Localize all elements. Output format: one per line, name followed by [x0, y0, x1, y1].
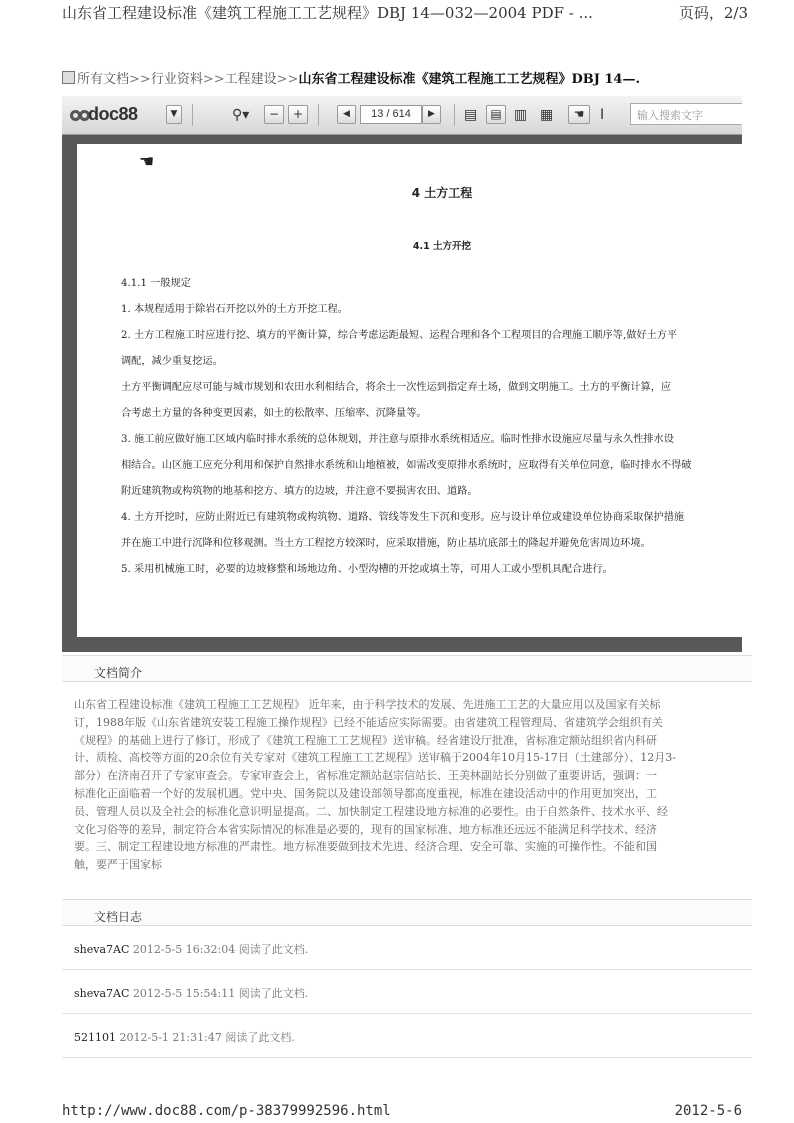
breadcrumb-icon — [62, 71, 75, 84]
breadcrumb-item-industry[interactable]: 行业资料 — [150, 72, 203, 86]
log-user-link[interactable]: sheva7AC — [74, 943, 130, 956]
doc88-logo[interactable] — [70, 104, 138, 125]
zoom-icon[interactable]: ⚲▾ — [232, 107, 250, 123]
log-header: 文档日志 — [62, 900, 752, 926]
breadcrumb — [62, 68, 748, 86]
intro-header: 文档简介 — [62, 656, 752, 682]
log-action: 阅读了此文档. — [238, 943, 309, 956]
intro-line: 标准化正面临着一个好的发展机遇。党中央、国务院以及建设部领导都高度重视，标准在建设活动中的作用更加突出，工 — [74, 786, 657, 800]
print-footer-date: 2012-5-6 — [674, 1103, 742, 1119]
document-page — [77, 144, 742, 637]
doc-line: 4.1.1 一般规定 — [121, 278, 191, 289]
doc-line: 5. 采用机械施工时，必要的边坡修整和场地边角、小型沟槽的开挖或填土等，可用人工或小型机具配合进行。 — [121, 564, 613, 575]
log-user-link[interactable]: 521101 — [74, 1031, 116, 1044]
hand-cursor-icon: ☚ — [139, 152, 155, 172]
two-page-icon[interactable]: ▥ — [514, 107, 528, 123]
intro-line: 员、管理人员以及全社会的标准化意识明显提高。二、加快制定工程建设地方标准的必要性。由于自然条件、技术水平、经 — [74, 804, 668, 818]
doc-line: 并在施工中进行沉降和位移观测。当土方工程挖方较深时，应采取措施，防止基坑底部土的隆起并避免危害周边环境。 — [121, 538, 651, 549]
doc-line: 2. 土方工程施工时应进行挖、填方的平衡计算，综合考虑运距最短、运程合理和各个工程项目的合理施工顺序等,做好土方平 — [121, 330, 678, 341]
document-body — [121, 271, 742, 583]
continuous-page-icon[interactable]: ▤ — [486, 105, 506, 124]
chapter-title: 4 土方工程 — [411, 186, 473, 200]
text-select-icon[interactable]: I — [600, 107, 605, 123]
search-input[interactable]: 输入搜索文字 — [630, 103, 742, 125]
doc-line: 土方平衡调配应尽可能与城市规划和农田水利相结合，将余土一次性运到指定弃土场，做到文明施工。土方的平衡计算，应 — [121, 382, 672, 393]
log-entry — [62, 970, 752, 1014]
breadcrumb-item-all-docs[interactable]: 所有文档 — [77, 72, 130, 86]
intro-line: 《规程》的基础上进行了修订，形成了《建筑工程施工工艺规程》送审稿。经省建设厅批准，省标准定额站组织省内科研 — [74, 733, 657, 747]
log-time: 2012-5-5 16:32:04 — [132, 943, 236, 956]
single-page-icon[interactable]: ▤ — [464, 107, 478, 123]
log-time: 2012-5-5 15:54:11 — [132, 987, 236, 1000]
intro-line: 文化习俗等的差异，制定符合本省实际情况的标准是必要的，现有的国家标准、地方标准还远远不能满足科学技术、经济 — [74, 822, 657, 836]
intro-line: 计、质检、高校等方面的20余位有关专家对《建筑工程施工工艺规程》送审稿于2004年10月15-17日（土建部分）、12月3- — [74, 751, 676, 765]
minus-icon[interactable]: − — [264, 105, 284, 124]
logo-dots-icon — [70, 104, 88, 125]
document-intro-panel — [62, 655, 752, 896]
next-page-icon[interactable]: ▶ — [422, 105, 441, 124]
intro-line: 山东省工程建设标准《建筑工程施工工艺规程》 近年来，由于科学技术的发展、先进施工工艺的大量应用以及国家有关标 — [74, 698, 661, 711]
breadcrumb-item-engineering[interactable]: 工程建设 — [224, 72, 277, 86]
intro-line: 部分）在济南召开了专家审查会。专家审查会上，省标准定额站赵宗信站长、王美林副站长分别做了重要讲话，强调：一 — [74, 769, 657, 783]
doc-line: 相结合。山区施工应充分利用和保护自然排水系统和山地植被，如需改变原排水系统时，应取得有关单位同意，临时排水不得破 — [121, 460, 692, 471]
doc-line: 4. 土方开挖时，应防止附近已有建筑物或构筑物、道路、管线等发生下沉和变形。应与设计单位或建设单位协商采取保护措施 — [121, 512, 685, 523]
intro-line: 订，1988年版《山东省建筑安装工程施工操作规程》已经不能适应实际需要。由省建筑工程管理局、省建筑学会组织有关 — [74, 715, 663, 729]
log-user-link[interactable]: sheva7AC — [74, 987, 130, 1000]
log-action: 阅读了此文档. — [238, 987, 309, 1000]
breadcrumb-current: 山东省工程建设标准《建筑工程施工工艺规程》DBJ 14—. — [298, 72, 640, 86]
log-entry — [62, 1014, 752, 1058]
print-footer — [62, 1103, 742, 1123]
log-time: 2012-5-1 21:31:47 — [119, 1031, 222, 1044]
plus-icon[interactable]: + — [288, 105, 308, 124]
doc-line: 1. 本规程适用于除岩石开挖以外的土方开挖工程。 — [121, 304, 348, 315]
print-header — [62, 2, 748, 24]
breadcrumb-separator: >> — [276, 72, 299, 86]
breadcrumb-separator: >> — [202, 72, 225, 86]
intro-line: 要。三、制定工程建设地方标准的严肃性。地方标准要做到技术先进、经济合理、安全可靠、实施的可操作性。不能和国 — [74, 840, 657, 854]
hand-tool-icon[interactable]: ☚ — [568, 105, 590, 124]
intro-text — [62, 682, 752, 874]
print-footer-url: http://www.doc88.com/p-38379992596.html — [62, 1103, 391, 1119]
log-action: 阅读了此文档. — [225, 1031, 295, 1044]
viewer-toolbar — [62, 96, 742, 135]
intro-line: 触，要严于国家标 — [74, 858, 162, 872]
document-log-panel — [62, 899, 752, 1070]
document-viewer — [62, 96, 742, 652]
doc-line: 调配，减少重复挖运。 — [121, 356, 223, 367]
print-header-page-info: 页码，2/3 — [678, 4, 748, 22]
thumbnail-icon[interactable]: ▦ — [540, 107, 554, 123]
print-header-title: 山东省工程建设标准《建筑工程施工工艺规程》DBJ 14—032—2004 PDF - ... — [62, 4, 593, 22]
doc-line: 合考虑土方量的各种变更因素，如土的松散率、压缩率、沉降量等。 — [121, 408, 427, 419]
dropdown-icon[interactable]: ▼ — [166, 105, 182, 124]
doc-line: 3. 施工前应做好施工区域内临时排水系统的总体规划，并注意与原排水系统相适应。临时性排水设施应尽量与永久性排水设 — [121, 434, 674, 445]
page-indicator[interactable]: 13 / 614 — [360, 105, 422, 124]
logo-text: doc88 — [88, 104, 138, 124]
doc-line: 附近建筑物或构筑物的地基和挖方、填方的边坡，并注意不要损害农田、道路。 — [121, 486, 478, 497]
prev-page-icon[interactable]: ◀ — [337, 105, 356, 124]
log-entry — [62, 926, 752, 970]
section-title: 4.1 土方开挖 — [412, 241, 472, 252]
breadcrumb-separator: >> — [129, 72, 151, 86]
